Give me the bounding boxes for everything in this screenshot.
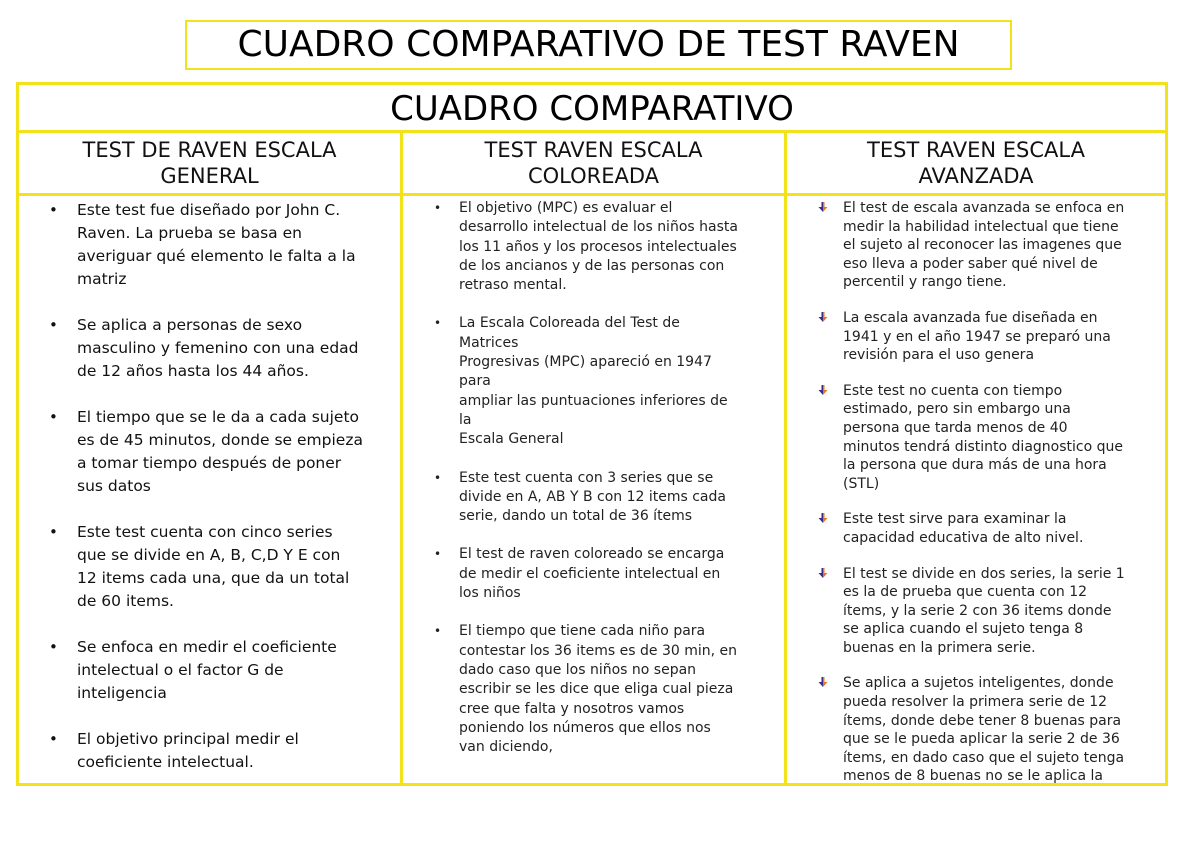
item-text-line: El test se divide en dos series, la serie 1 bbox=[843, 565, 1125, 582]
item-text-line: La escala avanzada fue diseñada en bbox=[843, 309, 1098, 326]
item-text-line: estimado, pero sin embargo una bbox=[843, 401, 1071, 418]
item-text-line: ítems, y la serie 2 con 36 items donde bbox=[843, 602, 1112, 619]
bullet-dot-icon: • bbox=[49, 201, 58, 219]
item-text-line: de medir el coeficiente intelectual en bbox=[459, 565, 721, 582]
bullet-dot-icon: • bbox=[49, 408, 58, 426]
bullet-dot-icon: • bbox=[49, 730, 58, 748]
item-text-line: matriz bbox=[77, 270, 127, 288]
item-text-line: los 11 años y los procesos intelectuales bbox=[459, 238, 737, 255]
bullet-dot-icon: • bbox=[49, 523, 58, 541]
item-text-line: Progresivas (MPC) apareció en 1947 bbox=[459, 354, 712, 371]
down-arrow-bullet-icon bbox=[818, 385, 828, 395]
item-text-line: buenas en la primera serie. bbox=[843, 639, 1036, 656]
item-text-line: Este test sirve para examinar la bbox=[843, 511, 1067, 528]
item-text-line: averiguar qué elemento le falta a la bbox=[77, 247, 356, 265]
item-text-line: La Escala Coloreada del Test de bbox=[459, 315, 680, 332]
bullet-dot-icon: • bbox=[49, 316, 58, 334]
list-item bbox=[49, 728, 394, 774]
column-body-avanzada bbox=[787, 197, 1165, 803]
column-body-general bbox=[19, 197, 400, 797]
list-item bbox=[434, 545, 776, 603]
down-arrow-bullet-icon bbox=[818, 312, 828, 322]
list-item bbox=[843, 199, 1159, 292]
item-text-line: el sujeto al reconocer las imagenes que bbox=[843, 237, 1122, 254]
item-text-line: que se le pueda aplicar la serie 2 de 36 bbox=[843, 731, 1120, 748]
item-text-line: desarrollo intelectual de los niños hasta bbox=[459, 219, 738, 236]
heading-line: TEST DE RAVEN ESCALA bbox=[82, 138, 337, 162]
item-text-line: Se enfoca en medir el coeficiente bbox=[77, 638, 337, 656]
item-text-line: para bbox=[459, 373, 491, 390]
heading-line: AVANZADA bbox=[918, 164, 1034, 188]
bullet-dot-icon: • bbox=[434, 624, 442, 639]
item-text-line: la persona que dura más de una hora bbox=[843, 457, 1107, 474]
item-text-line: Se aplica a personas de sexo bbox=[77, 316, 303, 334]
item-text-line: 12 items cada una, que da un total bbox=[77, 569, 350, 587]
list-item bbox=[843, 309, 1159, 365]
item-text-line: divide en A, AB Y B con 12 items cada bbox=[459, 488, 726, 505]
bullet-dot-icon: • bbox=[434, 316, 442, 331]
item-text-line: persona que tarda menos de 40 bbox=[843, 419, 1068, 436]
item-text-line: (STL) bbox=[843, 475, 880, 492]
list-item bbox=[434, 469, 776, 527]
bullet-list bbox=[843, 199, 1159, 786]
down-arrow-bullet-icon bbox=[818, 677, 828, 687]
item-text-line: ítems, donde debe tener 8 buenas para bbox=[843, 712, 1122, 729]
item-text-line: Escala General bbox=[459, 431, 564, 448]
list-item bbox=[843, 565, 1159, 658]
down-arrow-bullet-icon bbox=[818, 202, 828, 212]
item-text-line: percentil y rango tiene. bbox=[843, 274, 1007, 291]
item-text-line: El test de escala avanzada se enfoca en bbox=[843, 200, 1125, 216]
item-text-line: Este test cuenta con 3 series que se bbox=[459, 469, 714, 486]
item-text-line: se aplica cuando el sujeto tenga 8 bbox=[843, 621, 1084, 638]
bullet-dot-icon: • bbox=[434, 470, 442, 485]
list-item bbox=[49, 314, 394, 383]
bullet-list bbox=[49, 199, 394, 774]
item-text-line: es de 45 minutos, donde se empieza bbox=[77, 431, 363, 449]
heading-line: GENERAL bbox=[160, 164, 259, 188]
item-text-line: serie, dando un total de 36 ítems bbox=[459, 508, 693, 525]
item-text-line: contestar los 36 items es de 30 min, en bbox=[459, 642, 738, 659]
item-text-line: Raven. La prueba se basa en bbox=[77, 224, 302, 242]
item-text-line: coeficiente intelectual. bbox=[77, 753, 254, 771]
list-item bbox=[434, 622, 776, 757]
item-text-line: de 12 años hasta los 44 años. bbox=[77, 362, 309, 380]
column-heading-coloreada bbox=[403, 133, 784, 196]
item-text-line: escribir se les dice que eliga cual pieza bbox=[459, 681, 734, 698]
item-text-line: 1941 y en el año 1947 se preparó una bbox=[843, 328, 1111, 345]
list-item bbox=[49, 636, 394, 705]
table-title: CUADRO COMPARATIVO bbox=[19, 85, 1165, 133]
item-text-line: menos de 8 buenas no se le aplica la bbox=[843, 768, 1103, 785]
item-text-line: El tiempo que se le da a cada sujeto bbox=[77, 408, 360, 426]
item-text-line: que se divide en A, B, C,D Y E con bbox=[77, 546, 341, 564]
item-text-line: sus datos bbox=[77, 477, 151, 495]
item-text-line: a tomar tiempo después de poner bbox=[77, 454, 342, 472]
list-item bbox=[843, 674, 1159, 786]
item-text-line: retraso mental. bbox=[459, 277, 567, 294]
down-arrow-bullet-icon bbox=[818, 513, 828, 523]
item-text-line: ítems, en dado caso que el sujeto tenga bbox=[843, 749, 1125, 766]
item-text-line: poniendo los números que ellos nos bbox=[459, 719, 711, 736]
item-text-line: los niños bbox=[459, 585, 521, 602]
item-text-line: Este test no cuenta con tiempo bbox=[843, 382, 1063, 399]
item-text-line: intelectual o el factor G de bbox=[77, 661, 284, 679]
item-text-line: inteligencia bbox=[77, 684, 167, 702]
item-text-line: revisión para el uso genera bbox=[843, 347, 1035, 364]
heading-line: TEST RAVEN ESCALA bbox=[867, 138, 1085, 162]
bullet-dot-icon: • bbox=[434, 547, 442, 562]
column-body-coloreada bbox=[403, 197, 784, 776]
item-text-line: eso lleva a poder saber qué nivel de bbox=[843, 255, 1098, 272]
item-text-line: medir la habilidad intelectual que tiene bbox=[843, 218, 1119, 235]
list-item bbox=[49, 406, 394, 498]
item-text-line: van diciendo, bbox=[459, 739, 553, 756]
comparison-table bbox=[16, 82, 1168, 786]
item-text-line: El objetivo principal medir el bbox=[77, 730, 299, 748]
item-text-line: dado caso que los niños no sepan bbox=[459, 661, 697, 678]
item-text-line: El test de raven coloreado se encarga bbox=[459, 546, 725, 563]
item-text-line: ampliar las puntuaciones inferiores de bbox=[459, 392, 728, 409]
item-text-line: minutos tendrá distinto diagnostico que bbox=[843, 438, 1123, 455]
item-text-line: El tiempo que tiene cada niño para bbox=[459, 623, 706, 640]
item-text-line: El objetivo (MPC) es evaluar el bbox=[459, 200, 673, 216]
item-text-line: la bbox=[459, 411, 472, 428]
item-text-line: cree que falta y nosotros vamos bbox=[459, 700, 685, 717]
bullet-dot-icon: • bbox=[434, 201, 442, 215]
list-item bbox=[49, 521, 394, 613]
list-item bbox=[49, 199, 394, 291]
item-text-line: Se aplica a sujetos inteligentes, donde bbox=[843, 675, 1114, 692]
column-heading-avanzada bbox=[787, 133, 1165, 196]
item-text-line: pueda resolver la primera serie de 12 bbox=[843, 694, 1108, 711]
list-item bbox=[434, 314, 776, 449]
list-item bbox=[434, 199, 776, 295]
down-arrow-bullet-icon bbox=[818, 568, 828, 578]
item-text-line: de 60 items. bbox=[77, 592, 174, 610]
item-text-line: Este test cuenta con cinco series bbox=[77, 523, 333, 541]
document-title: CUADRO COMPARATIVO DE TEST RAVEN bbox=[185, 20, 1012, 70]
item-text-line: Este test fue diseñado por John C. bbox=[77, 201, 341, 219]
list-item bbox=[843, 382, 1159, 494]
bullet-list bbox=[434, 199, 776, 757]
heading-line: TEST RAVEN ESCALA bbox=[484, 138, 703, 162]
bullet-dot-icon: • bbox=[49, 638, 58, 656]
item-text-line: de los ancianos y de las personas con bbox=[459, 257, 725, 274]
item-text-line: Matrices bbox=[459, 334, 519, 351]
item-text-line: masculino y femenino con una edad bbox=[77, 339, 359, 357]
heading-line: COLOREADA bbox=[527, 164, 660, 188]
column-heading-general bbox=[19, 133, 400, 196]
list-item bbox=[843, 510, 1159, 547]
item-text-line: capacidad educativa de alto nivel. bbox=[843, 529, 1084, 546]
item-text-line: es la de prueba que cuenta con 12 bbox=[843, 584, 1088, 601]
